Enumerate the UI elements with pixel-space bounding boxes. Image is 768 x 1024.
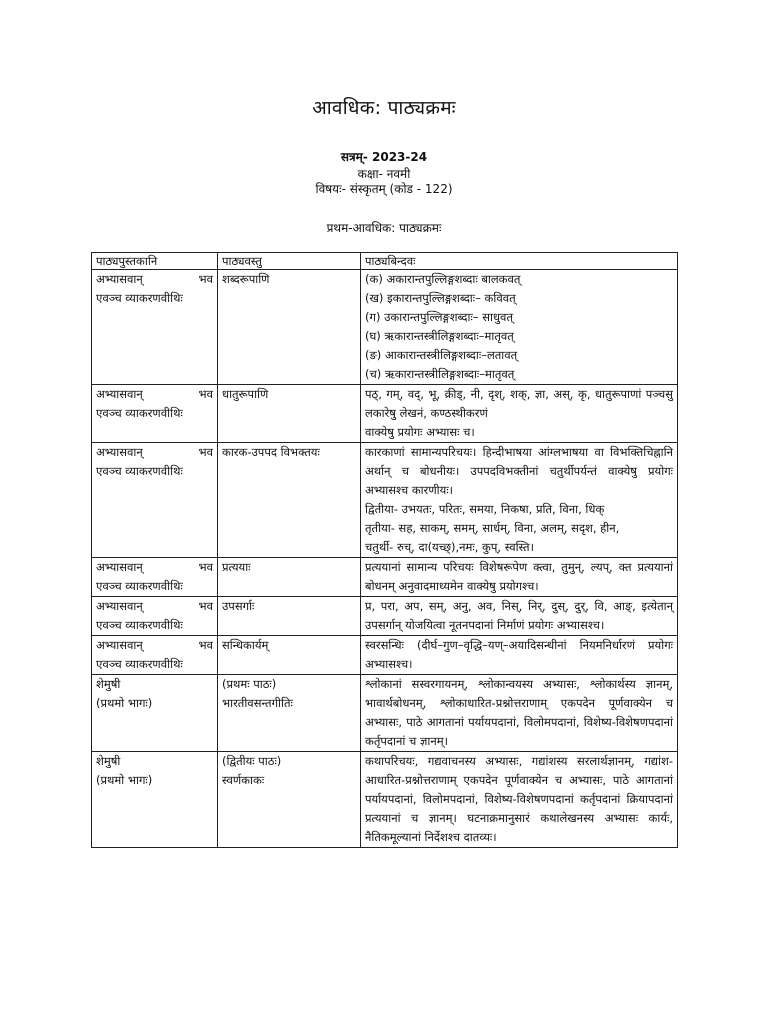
content-cell [218, 597, 361, 636]
content-cell [218, 270, 361, 385]
textbook-name: अभ्यासवान् [96, 599, 143, 613]
content-cell [218, 385, 361, 443]
textbook-name-suffix: भव [198, 387, 213, 401]
textbook-cell [92, 636, 218, 675]
points-cell [361, 636, 678, 675]
table-row [92, 385, 678, 443]
textbook-cell [92, 558, 218, 597]
textbook-name-suffix: भव [198, 560, 213, 574]
content-line: स्वर्णकाकः [222, 773, 265, 787]
content-cell [218, 675, 361, 752]
textbook-subtitle: एवञ्च व्याकरणवीथिः [96, 291, 183, 305]
content-cell [218, 443, 361, 558]
textbook-name: अभ्यासवान् [96, 272, 143, 286]
table-header-row [92, 253, 678, 270]
table-row [92, 443, 678, 558]
textbook-name: शेमुषी [96, 754, 121, 768]
content-cell [218, 752, 361, 848]
content-line: प्रत्ययाः [222, 560, 251, 574]
page-title: आवधिक: पाठ्यक्रमः [312, 97, 456, 119]
point-text: चतुर्थी- रुच्, दा(यच्छ्),नमः, कुप्, स्वस्ति। [365, 540, 534, 554]
content-line: सन्धिकार्यम् [222, 638, 269, 652]
points-cell [361, 752, 678, 848]
header-points: पाठ्यबिन्दवः [361, 253, 678, 270]
content-line: उपसर्गाः [222, 599, 255, 613]
content-cell [218, 558, 361, 597]
term-heading: प्रथम-आवधिक: पाठ्यक्रमः [326, 221, 442, 235]
table-row [92, 636, 678, 675]
point-text: स्वरसन्धिः (दीर्घ–गुण–वृद्धि–यण्–अयादिसन्धीनां नियमनिर्धारणं प्रयोगः अभ्यासश्च। [365, 638, 673, 671]
point-text: कारकाणां सामान्यपरिचयः। हिन्दीभाषया आंग्लभाषया वा विभक्तिचिह्नानि अर्थान् च बोधनीयः। उपपदविभक्तीनां चतुर्थीपर्यन्तं वाक्येषु प्रयोगः अभ्यासश्च कारणीयः। [365, 445, 673, 497]
textbook-name-line [96, 558, 213, 577]
textbook-name-line [96, 675, 213, 694]
textbook-cell [92, 443, 218, 558]
content-cell [218, 636, 361, 675]
textbook-subtitle: एवञ्च व्याकरणवीथिः [96, 406, 183, 420]
textbook-subtitle: (प्रथमो भागः) [96, 773, 153, 787]
textbook-name-line [96, 597, 213, 616]
content-line: (प्रथमः पाठः) [222, 677, 277, 691]
table-row [92, 558, 678, 597]
table-row [92, 270, 678, 385]
textbook-name-suffix: भव [198, 445, 213, 459]
class-line: कक्षा- नवमी [357, 167, 411, 181]
textbook-cell [92, 385, 218, 443]
point-text: प्र, परा, अप, सम्, अनु, अव, निस्, निर्, दुस्, दुर्, वि, आङ्, इत्येतान् उपसर्गान् योजयित्वा नूतनपदानां निर्माणं प्रयोगः अभ्यासश्च। [365, 599, 673, 632]
points-cell [361, 385, 678, 443]
points-cell [361, 675, 678, 752]
textbook-subtitle: (प्रथमो भागः) [96, 696, 153, 710]
point-text: प्रत्ययानां सामान्य परिचयः विशेषरूपेण क्त्वा, तुमुन्, ल्यप्, क्त प्रत्ययानां बोधनम् अनुवादमाध्यमेन वाक्येषु प्रयोगश्च। [365, 560, 673, 593]
textbook-cell [92, 675, 218, 752]
textbook-name-line [96, 752, 213, 771]
content-line: कारक-उपपद विभक्तयः [222, 445, 320, 459]
textbook-cell [92, 270, 218, 385]
syllabus-table [91, 252, 678, 848]
textbook-cell [92, 752, 218, 848]
textbook-name-line [96, 385, 213, 404]
textbook-name-suffix: भव [198, 599, 213, 613]
content-line: धातुरूपाणि [222, 387, 269, 401]
textbook-name: अभ्यासवान् [96, 638, 143, 652]
textbook-name: अभ्यासवान् [96, 387, 143, 401]
point-text: द्वितीया- उभयतः, परितः, समया, निकषा, प्रति, विना, धिक् [365, 502, 605, 516]
header-content: पाठ्यवस्तु [218, 253, 361, 270]
point-text: (ग) उकारान्तपुल्लिङ्गशब्दाः– साधुवत् [365, 310, 514, 324]
textbook-name-line [96, 270, 213, 289]
point-text: तृतीया- सह, साकम्, समम्, सार्धम्, विना, अलम्, सदृश, हीन, [365, 521, 620, 535]
point-text: (ङ) आकारान्तस्त्रीलिङ्गशब्दाः–लतावत् [365, 348, 518, 362]
point-text: (क) अकारान्तपुल्लिङ्गशब्दाः बालकवत् [365, 272, 521, 286]
point-text: (घ) ऋकारान्तस्त्रीलिङ्गशब्दाः–मातृवत् [365, 329, 514, 343]
textbook-name-line [96, 443, 213, 462]
points-cell [361, 270, 678, 385]
point-text: पठ्, गम्, वद्, भू, क्रीड्, नी, दृश्, शक्, ज्ञा, अस्, कृ, धातुरूपाणां पञ्चसु लकारेषु लेखनं, कण्ठस्थीकरणं [365, 387, 673, 420]
textbook-name: अभ्यासवान् [96, 560, 143, 574]
point-text: श्लोकानां सस्वरगायनम्, श्लोकान्वयस्य अभ्यासः, श्लोकार्थस्य ज्ञानम्, भावार्थबोधनम्, श्लोकाधारित-प्रश्नोत्तराणाम् एकपदेन पूर्णवाक्येन च अभ्यासः, पाठे आगतानां पर्यायपदानां, विलोमपदानां, विशेष्य-विशेषणपदानां कर्तृपदानां च ज्ञानम्। [365, 677, 673, 748]
subject-line: विषयः- संस्कृतम् (कोड - 122) [315, 182, 453, 196]
points-cell [361, 597, 678, 636]
content-line: (द्वितीयः पाठः) [222, 754, 282, 768]
textbook-name: अभ्यासवान् [96, 445, 143, 459]
session-line: सत्रम्- 2023-24 [340, 150, 428, 164]
points-cell [361, 443, 678, 558]
textbook-subtitle: एवञ्च व्याकरणवीथिः [96, 618, 183, 632]
content-line: शब्दरूपाणि [222, 272, 270, 286]
textbook-name: शेमुषी [96, 677, 121, 691]
table-row [92, 752, 678, 848]
table-body [92, 270, 678, 848]
textbook-subtitle: एवञ्च व्याकरणवीथिः [96, 579, 183, 593]
textbook-name-suffix: भव [198, 272, 213, 286]
table-row [92, 675, 678, 752]
point-text: (ख) इकारान्तपुल्लिङ्गशब्दाः– कविवत् [365, 291, 516, 305]
point-text: कथापरिचयः, गद्यवाचनस्य अभ्यासः, गद्यांशस्य सरलार्थज्ञानम्, गद्यांश-आधारित-प्रश्नोत्तराणाम् एकपदेन पूर्णवाक्येन च अभ्यासः, पाठे आगतानां पर्यायपदानां, विलोमपदानां, विशेष्य-विशेषणपदानां कर्तृपदानां क्रियापदानां प्रत्ययानां च ज्ञानम्। घटनाक्रमानुसारं कथालेखनस्य अभ्यासः कार्यः, नैतिकमूल्यानां निर्देशश्च दातव्यः। [365, 754, 673, 844]
content-line: भारतीवसन्तगीतिः [222, 696, 293, 710]
textbook-cell [92, 597, 218, 636]
textbook-subtitle: एवञ्च व्याकरणवीथिः [96, 464, 183, 478]
points-cell [361, 558, 678, 597]
textbook-name-suffix: भव [198, 638, 213, 652]
textbook-name-line [96, 636, 213, 655]
textbook-subtitle: एवञ्च व्याकरणवीथिः [96, 657, 183, 671]
point-text: वाक्येषु प्रयोगः अभ्यासः च। [365, 425, 475, 439]
header-textbooks: पाठ्यपुस्तकानि [92, 253, 218, 270]
table-row [92, 597, 678, 636]
point-text: (च) ऋकारान्तस्त्रीलिङ्गशब्दाः–मातृवत् [365, 367, 515, 381]
